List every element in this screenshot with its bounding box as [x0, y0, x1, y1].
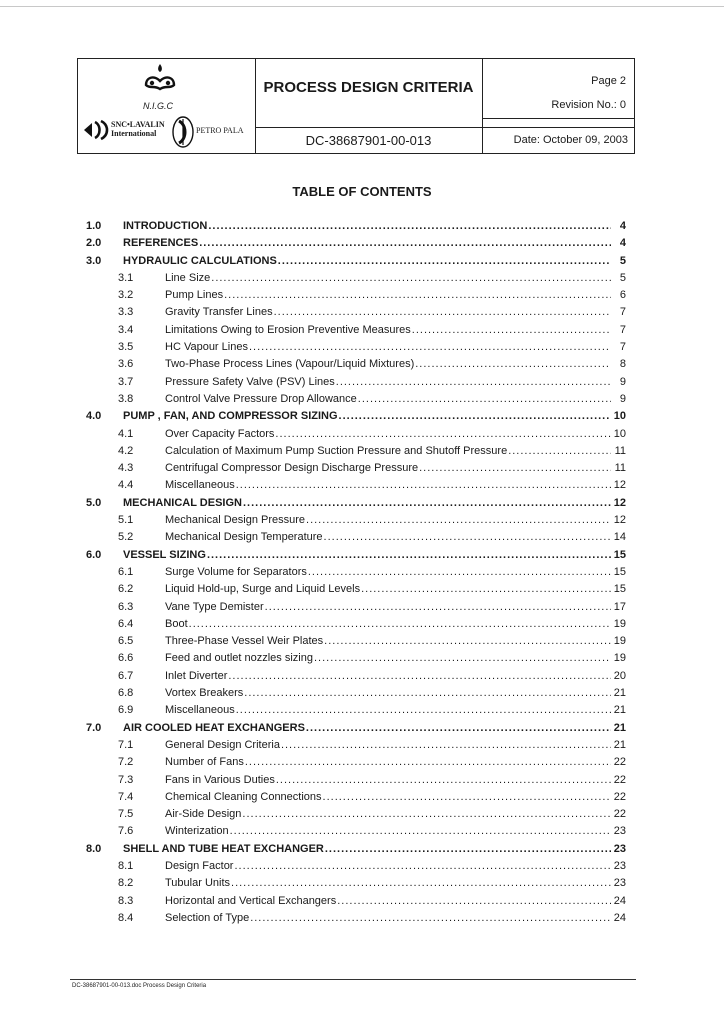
- toc-page-number: 12: [613, 514, 626, 527]
- toc-subsection-row: [0, 512, 724, 529]
- toc-entry-label: [123, 720, 612, 737]
- toc-section-row: [0, 841, 724, 858]
- toc-entry-title: Liquid Hold-up, Surge and Liquid Levels: [165, 583, 361, 596]
- toc-subsection-number: 4.3: [118, 462, 134, 475]
- toc-subsection-number: 6.5: [118, 635, 134, 648]
- toc-page-number: 9: [619, 392, 626, 405]
- toc-entry-label: [165, 339, 612, 356]
- toc-page-number: 21: [613, 738, 626, 751]
- toc-section-row: [0, 235, 724, 252]
- header-divider-meta: [482, 118, 634, 119]
- toc-leader-dots: [508, 443, 611, 460]
- toc-subsection-number: 6.3: [118, 600, 134, 613]
- toc-page-number: 23: [613, 825, 626, 838]
- toc-leader-dots: [314, 650, 611, 667]
- toc-page-number: 24: [613, 894, 626, 907]
- toc-subsection-row: [0, 426, 724, 443]
- toc-entry-label: [123, 547, 612, 564]
- toc-page-number: 21: [613, 721, 626, 734]
- toc-leader-dots: [231, 875, 611, 892]
- toc-section-number: 2.0: [86, 237, 102, 250]
- toc-leader-dots: [224, 287, 611, 304]
- toc-leader-dots: [358, 391, 611, 408]
- toc-entry-title: AIR COOLED HEAT EXCHANGERS: [123, 721, 305, 734]
- toc-entry-label: [165, 910, 612, 927]
- petro-pala-label: PETRO PALA: [196, 126, 244, 135]
- header-divider: [255, 127, 635, 128]
- toc-entry-title: Limitations Owing to Erosion Preventive Measures: [165, 323, 411, 336]
- toc-subsection-number: 3.1: [118, 271, 134, 284]
- toc-entry-label: [123, 253, 612, 270]
- toc-section-row: [0, 495, 724, 512]
- toc-leader-dots: [274, 304, 611, 321]
- toc-leader-dots: [337, 893, 611, 910]
- toc-section-row: [0, 253, 724, 270]
- toc-subsection-row: [0, 875, 724, 892]
- toc-subsection-number: 7.4: [118, 790, 134, 803]
- toc-section-row: [0, 547, 724, 564]
- toc-subsection-number: 6.9: [118, 704, 134, 717]
- toc-entry-label: [165, 668, 612, 685]
- toc-entry-label: [165, 599, 612, 616]
- toc-subsection-number: 3.4: [118, 323, 134, 336]
- toc-entry-label: [165, 616, 612, 633]
- toc-subsection-row: [0, 356, 724, 373]
- toc-subsection-row: [0, 374, 724, 391]
- toc-subsection-row: [0, 754, 724, 771]
- toc-section-number: 7.0: [86, 721, 102, 734]
- snc-lavalin-logo-icon: [81, 119, 111, 141]
- toc-subsection-number: 6.4: [118, 617, 134, 630]
- toc-entry-label: [165, 477, 612, 494]
- toc-page-number: 7: [619, 306, 626, 319]
- toc-page-number: 7: [619, 341, 626, 354]
- table-of-contents: [0, 218, 724, 927]
- toc-entry-title: Miscellaneous: [165, 479, 235, 492]
- toc-subsection-row: [0, 668, 724, 685]
- toc-entry-title: Control Valve Pressure Drop Allowance: [165, 392, 357, 405]
- nigc-logo-icon: [140, 63, 180, 93]
- toc-entry-title: PUMP , FAN, AND COMPRESSOR SIZING: [123, 410, 338, 423]
- toc-entry-title: Two-Phase Process Lines (Vapour/Liquid Mixtures): [165, 358, 415, 371]
- footer-filename: DC-38687901-00-013.doc Process Design Criteria: [72, 983, 207, 989]
- toc-section-number: 5.0: [86, 496, 102, 509]
- toc-leader-dots: [325, 841, 611, 858]
- toc-entry-label: [165, 858, 612, 875]
- toc-page-number: 22: [613, 790, 626, 803]
- toc-subsection-row: [0, 823, 724, 840]
- toc-subsection-row: [0, 460, 724, 477]
- toc-leader-dots: [419, 460, 611, 477]
- toc-leader-dots: [278, 253, 611, 270]
- toc-section-row: [0, 408, 724, 425]
- toc-leader-dots: [275, 426, 611, 443]
- toc-subsection-number: 3.3: [118, 306, 134, 319]
- toc-subsection-number: 3.2: [118, 289, 134, 302]
- toc-entry-title: Line Size: [165, 271, 211, 284]
- toc-entry-title: HC Vapour Lines: [165, 341, 248, 354]
- toc-entry-label: [123, 218, 612, 235]
- toc-entry-title: Vane Type Demister: [165, 600, 264, 613]
- toc-subsection-row: [0, 910, 724, 927]
- toc-subsection-number: 3.6: [118, 358, 134, 371]
- toc-entry-label: [165, 650, 612, 667]
- toc-page-number: 12: [613, 496, 626, 509]
- toc-entry-title: Boot: [165, 617, 188, 630]
- toc-subsection-row: [0, 702, 724, 719]
- toc-subsection-number: 7.5: [118, 808, 134, 821]
- toc-subsection-row: [0, 270, 724, 287]
- toc-page-number: 10: [613, 427, 626, 440]
- toc-entry-label: [165, 356, 612, 373]
- toc-leader-dots: [236, 702, 611, 719]
- toc-subsection-row: [0, 339, 724, 356]
- toc-subsection-row: [0, 287, 724, 304]
- toc-entry-title: INTRODUCTION: [123, 220, 208, 232]
- toc-entry-label: [165, 426, 612, 443]
- toc-entry-title: General Design Criteria: [165, 738, 280, 751]
- toc-page-number: 15: [613, 583, 626, 596]
- toc-page-number: 21: [613, 687, 626, 700]
- toc-leader-dots: [276, 772, 611, 789]
- toc-subsection-row: [0, 581, 724, 598]
- toc-subsection-number: 4.1: [118, 427, 134, 440]
- toc-entry-label: [165, 374, 612, 391]
- toc-page-number: 5: [619, 271, 626, 284]
- toc-entry-title: Number of Fans: [165, 756, 244, 769]
- toc-leader-dots: [207, 547, 611, 564]
- nigc-label: N.I.G.C: [142, 101, 173, 111]
- toc-leader-dots: [245, 754, 611, 771]
- revision-number: Revision No.: 0: [551, 99, 626, 111]
- toc-leader-dots: [234, 858, 611, 875]
- toc-leader-dots: [228, 668, 611, 685]
- toc-leader-dots: [189, 616, 611, 633]
- toc-page-number: 14: [613, 531, 626, 544]
- toc-entry-title: Feed and outlet nozzles sizing: [165, 652, 313, 665]
- toc-page-number: 19: [613, 635, 626, 648]
- toc-page-number: 15: [613, 565, 626, 578]
- toc-entry-label: [165, 529, 612, 546]
- logo-cell: [78, 59, 256, 153]
- toc-page-number: 17: [613, 600, 626, 613]
- toc-page-number: 4: [619, 237, 626, 250]
- toc-entry-label: [165, 737, 612, 754]
- toc-leader-dots: [242, 806, 611, 823]
- toc-leader-dots: [265, 599, 611, 616]
- toc-leader-dots: [415, 356, 611, 373]
- toc-subsection-number: 8.4: [118, 911, 134, 924]
- toc-subsection-row: [0, 529, 724, 546]
- toc-leader-dots: [323, 789, 611, 806]
- toc-leader-dots: [339, 408, 611, 425]
- toc-entry-title: Miscellaneous: [165, 704, 235, 717]
- toc-leader-dots: [361, 581, 611, 598]
- toc-section-number: 6.0: [86, 548, 102, 561]
- toc-subsection-number: 4.2: [118, 444, 134, 457]
- toc-page-number: 22: [613, 808, 626, 821]
- toc-entry-label: [165, 443, 612, 460]
- toc-subsection-number: 3.5: [118, 341, 134, 354]
- toc-section-number: 8.0: [86, 842, 102, 855]
- toc-entry-label: [165, 875, 612, 892]
- toc-subsection-number: 6.6: [118, 652, 134, 665]
- toc-entry-label: [165, 633, 612, 650]
- toc-section-number: 4.0: [86, 410, 102, 423]
- toc-page-number: 5: [619, 254, 626, 267]
- toc-entry-title: Pressure Safety Valve (PSV) Lines: [165, 375, 335, 388]
- toc-entry-label: [123, 495, 612, 512]
- toc-entry-title: HYDRAULIC CALCULATIONS: [123, 254, 277, 267]
- toc-page-number: 9: [619, 375, 626, 388]
- toc-entry-title: Gravity Transfer Lines: [165, 306, 273, 319]
- toc-leader-dots: [324, 529, 611, 546]
- title-cell: [255, 59, 483, 153]
- toc-entry-label: [165, 460, 612, 477]
- toc-subsection-row: [0, 650, 724, 667]
- footer-rule: [70, 979, 636, 980]
- toc-entry-title: Surge Volume for Separators: [165, 565, 307, 578]
- toc-entry-title: Chemical Cleaning Connections: [165, 790, 322, 803]
- toc-entry-label: [165, 772, 612, 789]
- toc-entry-title: VESSEL SIZING: [123, 548, 206, 561]
- toc-entry-title: Fans in Various Duties: [165, 773, 275, 786]
- toc-entry-title: Mechanical Design Temperature: [165, 531, 323, 544]
- toc-section-number: 1.0: [86, 220, 102, 232]
- toc-leader-dots: [250, 910, 611, 927]
- toc-subsection-row: [0, 322, 724, 339]
- petro-pala-logo-icon: [171, 115, 195, 149]
- toc-subsection-row: [0, 789, 724, 806]
- toc-entry-title: Design Factor: [165, 859, 234, 872]
- toc-page-number: 11: [614, 444, 626, 457]
- toc-subsection-number: 8.1: [118, 859, 134, 872]
- toc-subsection-row: [0, 806, 724, 823]
- toc-entry-label: [165, 581, 612, 598]
- toc-section-row: [0, 218, 724, 235]
- toc-entry-label: [123, 841, 612, 858]
- toc-leader-dots: [412, 322, 611, 339]
- toc-page-number: 22: [613, 756, 626, 769]
- toc-entry-title: Three-Phase Vessel Weir Plates: [165, 635, 324, 648]
- toc-entry-label: [165, 685, 612, 702]
- toc-page-number: 19: [613, 652, 626, 665]
- toc-entry-title: Inlet Diverter: [165, 669, 228, 682]
- toc-subsection-row: [0, 477, 724, 494]
- toc-page-number: 12: [613, 479, 626, 492]
- toc-page-number: 21: [613, 704, 626, 717]
- toc-leader-dots: [236, 477, 611, 494]
- document-title: PROCESS DESIGN CRITERIA: [263, 79, 474, 96]
- toc-subsection-number: 6.8: [118, 687, 134, 700]
- toc-entry-label: [123, 235, 612, 252]
- toc-leader-dots: [208, 218, 611, 235]
- meta-cell: [482, 59, 634, 153]
- toc-entry-title: SHELL AND TUBE HEAT EXCHANGER: [123, 842, 324, 855]
- toc-entry-label: [165, 304, 612, 321]
- toc-page-number: 24: [613, 911, 626, 924]
- toc-entry-title: Mechanical Design Pressure: [165, 514, 306, 527]
- toc-entry-title: Winterization: [165, 825, 229, 838]
- toc-entry-label: [165, 564, 612, 581]
- toc-subsection-number: 7.3: [118, 773, 134, 786]
- toc-subsection-number: 8.2: [118, 877, 134, 890]
- toc-entry-title: Over Capacity Factors: [165, 427, 275, 440]
- toc-leader-dots: [244, 685, 611, 702]
- toc-entry-label: [165, 789, 612, 806]
- toc-entry-title: Pump Lines: [165, 289, 224, 302]
- toc-subsection-row: [0, 391, 724, 408]
- toc-entry-label: [165, 287, 612, 304]
- toc-entry-label: [165, 702, 612, 719]
- toc-subsection-number: 8.3: [118, 894, 134, 907]
- toc-page-number: 15: [613, 548, 626, 561]
- toc-subsection-row: [0, 772, 724, 789]
- toc-subsection-row: [0, 685, 724, 702]
- toc-page-number: 20: [613, 669, 626, 682]
- toc-subsection-number: 5.2: [118, 531, 134, 544]
- toc-page-number: 7: [619, 323, 626, 336]
- toc-leader-dots: [230, 823, 611, 840]
- document-number: DC-38687901-00-013: [305, 133, 432, 148]
- toc-entry-title: Tubular Units: [165, 877, 231, 890]
- toc-entry-label: [165, 823, 612, 840]
- toc-subsection-number: 6.7: [118, 669, 134, 682]
- toc-subsection-row: [0, 443, 724, 460]
- toc-entry-label: [165, 322, 612, 339]
- toc-heading: TABLE OF CONTENTS: [292, 184, 432, 199]
- toc-page-number: 23: [613, 859, 626, 872]
- toc-subsection-row: [0, 564, 724, 581]
- toc-entry-label: [165, 391, 612, 408]
- toc-subsection-number: 6.2: [118, 583, 134, 596]
- toc-leader-dots: [336, 374, 611, 391]
- toc-subsection-number: 7.2: [118, 756, 134, 769]
- toc-entry-label: [165, 754, 612, 771]
- toc-leader-dots: [308, 564, 611, 581]
- toc-subsection-row: [0, 893, 724, 910]
- toc-leader-dots: [306, 720, 611, 737]
- toc-entry-label: [123, 408, 612, 425]
- top-border-line: [0, 6, 724, 7]
- toc-leader-dots: [199, 235, 611, 252]
- toc-leader-dots: [211, 270, 611, 287]
- toc-page-number: 6: [619, 289, 626, 302]
- toc-entry-label: [165, 270, 612, 287]
- toc-entry-title: Calculation of Maximum Pump Suction Pressure and Shutoff Pressure: [165, 444, 508, 457]
- toc-subsection-row: [0, 616, 724, 633]
- toc-page-number: 4: [619, 220, 626, 232]
- toc-leader-dots: [249, 339, 611, 356]
- toc-page-number: 11: [614, 462, 626, 475]
- toc-page-number: 19: [613, 617, 626, 630]
- toc-subsection-number: 7.6: [118, 825, 134, 838]
- toc-subsection-row: [0, 599, 724, 616]
- toc-entry-title: MECHANICAL DESIGN: [123, 496, 242, 509]
- document-header-table: [77, 58, 635, 154]
- toc-entry-title: Vortex Breakers: [165, 687, 244, 700]
- toc-subsection-number: 7.1: [118, 738, 134, 751]
- page-number: Page 2: [591, 75, 626, 87]
- toc-page-number: 23: [613, 842, 626, 855]
- toc-leader-dots: [324, 633, 611, 650]
- toc-subsection-row: [0, 858, 724, 875]
- toc-leader-dots: [243, 495, 611, 512]
- toc-page-number: 22: [613, 773, 626, 786]
- toc-leader-dots: [306, 512, 611, 529]
- toc-page-number: 23: [613, 877, 626, 890]
- toc-entry-title: Selection of Type: [165, 911, 250, 924]
- toc-page-number: 10: [613, 410, 626, 423]
- snc-lavalin-label: SNC•LAVALIN International: [111, 120, 165, 138]
- toc-subsection-number: 4.4: [118, 479, 134, 492]
- toc-subsection-row: [0, 633, 724, 650]
- toc-subsection-row: [0, 304, 724, 321]
- toc-entry-label: [165, 512, 612, 529]
- toc-section-row: [0, 720, 724, 737]
- toc-subsection-number: 3.7: [118, 375, 134, 388]
- toc-subsection-number: 5.1: [118, 514, 134, 527]
- toc-page-number: 8: [619, 358, 626, 371]
- toc-entry-title: REFERENCES: [123, 237, 199, 250]
- toc-entry-label: [165, 806, 612, 823]
- toc-entry-title: Air-Side Design: [165, 808, 242, 821]
- toc-subsection-row: [0, 737, 724, 754]
- toc-entry-label: [165, 893, 612, 910]
- toc-entry-title: Horizontal and Vertical Exchangers: [165, 894, 337, 907]
- toc-subsection-number: 3.8: [118, 392, 134, 405]
- toc-section-number: 3.0: [86, 254, 102, 267]
- toc-subsection-number: 6.1: [118, 565, 134, 578]
- toc-leader-dots: [281, 737, 611, 754]
- toc-entry-title: Centrifugal Compressor Design Discharge Pressure: [165, 462, 419, 475]
- document-date: Date: October 09, 2003: [513, 134, 628, 146]
